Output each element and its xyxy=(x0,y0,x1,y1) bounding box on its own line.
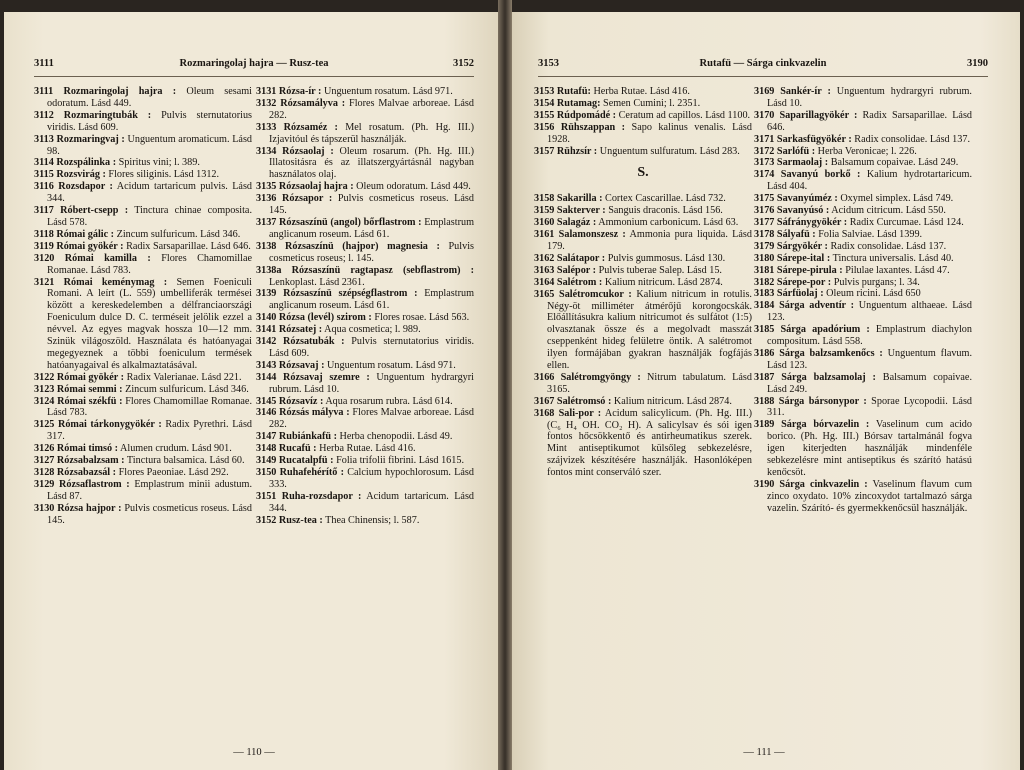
entry-term: 3129 Rózsaflastrom : xyxy=(34,478,130,490)
entry-definition: Pulvis cosmeticus roseus. Lásd 145. xyxy=(47,502,252,526)
entry-definition: Mel rosatum. (Ph. Hg. III.) Izjavitóul és tápszerül használják. xyxy=(269,121,474,145)
entry-term: 3153 Rutafü: xyxy=(534,86,591,97)
header-first-entry: 3153 xyxy=(538,58,559,69)
dictionary-entry xyxy=(34,110,252,134)
entry-definition: Pulvis cosmeticus roseus; l. 145. xyxy=(269,240,474,264)
entry-term: 3136 Rózsapor : xyxy=(256,193,333,205)
dictionary-entry xyxy=(754,205,972,217)
page-number: — 111 — xyxy=(743,747,785,758)
entry-definition: Unguentum hydrargyri rubrum. Lásd 10. xyxy=(767,86,972,109)
entry-definition: Oleum ricini. Lásd 650 xyxy=(823,288,921,300)
dictionary-entry xyxy=(34,86,252,110)
entry-term: 3186 Sárga balzsamkenőcs : xyxy=(754,347,883,359)
entry-definition: Herba Rutae. Lásd 416. xyxy=(316,443,416,455)
dictionary-entry xyxy=(754,419,972,479)
entry-definition: Flores Chamomillae Romanae. Lásd 783. xyxy=(47,252,252,276)
entry-term: 3165 Salétromcukor : xyxy=(534,288,632,300)
entry-definition: Sporae Lycopodii. Lásd 311. xyxy=(767,395,973,419)
dictionary-entry xyxy=(34,157,252,169)
entry-definition: Acidum citricum. Lásd 550. xyxy=(829,205,946,217)
entry-term: 3138 Rózsaszínü (hajpor) magnesia : xyxy=(256,240,440,252)
entry-definition: Vaselinum cum acido borico. (Ph. Hg. III.) Bórsav tartalmánál fogva igen kiterjedten használják mindenféle sebkezelésre mint antiseptikus és szárító hatású kenőcsöt. xyxy=(767,419,972,478)
right-page xyxy=(508,12,1020,770)
dictionary-entry xyxy=(34,443,252,455)
entry-term: 3134 Rózsaolaj : xyxy=(256,145,334,157)
dictionary-entry xyxy=(256,467,474,491)
entry-term: 3162 Salátapor : xyxy=(534,252,606,264)
dictionary-entry xyxy=(256,265,474,289)
entry-term: 3148 Rucafü : xyxy=(256,443,317,455)
entry-definition: Thea Chinensis; l. 587. xyxy=(322,514,420,526)
entry-definition: Semen Foeniculi Romani. A leírt (L. 559) umbelliferák termései között a kereskedelemben a délfranciaországi Foeniculum dulce D. C. terméseit jelölik ezzel a névvel. Az egyes magvak hossza 10—12 mm. Szinük világoszöld. Használata és hatóanyagai megegyeznek a többi foeniculum termések hatóanyagaival és alkalmaztatásával. xyxy=(47,276,252,371)
entry-term: 3174 Savanyú borkő : xyxy=(754,169,861,181)
entry-term: 3141 Rózsatej : xyxy=(256,324,323,336)
header-title: Rozmaringolaj hajra — Rusz-tea xyxy=(179,58,329,69)
entry-term: 3112 Rozmaringtubák : xyxy=(34,109,152,121)
column-right xyxy=(754,86,972,515)
entry-term: 3187 Sárga balzsamolaj : xyxy=(754,371,876,383)
dictionary-entry xyxy=(754,372,972,396)
dictionary-entry xyxy=(754,253,972,265)
dictionary-entry xyxy=(754,217,972,229)
dictionary-entry xyxy=(754,157,972,169)
entry-definition: Pulvis sternutatorius viridis. Lásd 609. xyxy=(269,336,474,359)
entry-definition: Tinctura chinae composita. Lásd 578. xyxy=(47,205,252,228)
entry-term: 3138a Rózsaszínü ragtapasz (sebflastrom) : xyxy=(256,264,474,276)
entry-term: 3150 Ruhafehérítő : xyxy=(256,467,344,478)
dictionary-entry xyxy=(256,241,474,265)
entry-definition: Flores Chamomillae Romanae. Lásd 783. xyxy=(47,395,252,419)
dictionary-entry xyxy=(534,289,752,372)
dictionary-entry xyxy=(754,134,972,146)
entry-definition: Kalium nitricum in rotulis. Négy-öt milliméter átmérőjű korongocskák. Előállításukra kalium nitricumot és sulfátot (1:5) olvasztanak össze és a megolvadt masszát cseppenként hideg felületre öntik. A salétromot ilyen formájában gyakran használják fogfájás ellen. xyxy=(547,288,752,372)
entry-definition: Pulvis cosmeticus roseus. Lásd 145. xyxy=(269,193,474,217)
entry-term: 3121 Római keménymag : xyxy=(34,276,168,288)
dictionary-entry xyxy=(34,372,252,384)
dictionary-entry xyxy=(256,491,474,515)
dictionary-entry xyxy=(34,455,252,467)
entry-definition: Acidum tartaricum. Lásd 344. xyxy=(269,490,475,514)
entry-term: 3117 Róbert-csepp : xyxy=(34,205,129,217)
entry-term: 3185 Sárga apadórium : xyxy=(754,324,870,336)
dictionary-entry xyxy=(754,300,972,324)
entry-definition: Aqua rosarum rubra. Lásd 614. xyxy=(323,395,453,407)
entry-definition: Sapo kalinus venalis. Lásd 1928. xyxy=(547,121,752,145)
dictionary-entry xyxy=(256,98,474,122)
entry-term: 3142 Rózsatubák : xyxy=(256,336,345,348)
entry-term: 3139 Rózsaszínü szépségflastrom : xyxy=(256,288,418,300)
entry-definition: Flores siliginis. Lásd 1312. xyxy=(105,169,220,181)
entry-term: 3169 Sankér-ír : xyxy=(754,86,831,97)
entry-term: 3143 Rózsavaj : xyxy=(256,359,325,371)
entry-term: 3124 Római székfü : xyxy=(34,395,123,407)
dictionary-entry xyxy=(534,205,752,217)
entry-term: 3145 Rózsavíz : xyxy=(256,395,324,407)
dictionary-entry xyxy=(754,146,972,158)
dictionary-entry xyxy=(34,181,252,205)
dictionary-entry xyxy=(256,193,474,217)
dictionary-entry xyxy=(256,217,474,241)
dictionary-entry xyxy=(754,348,972,372)
entry-definition: Pulvis sternutatorius viridis. Lásd 609. xyxy=(47,109,253,133)
entry-definition: Unguentum sulfuratum. Lásd 283. xyxy=(597,145,740,157)
entry-term: 3125 Római tárkonygyökér : xyxy=(34,419,162,431)
dictionary-entry xyxy=(754,277,972,289)
dictionary-entry xyxy=(754,288,972,300)
entry-term: 3113 Rozmaringvaj : xyxy=(34,133,125,145)
dictionary-entry xyxy=(34,253,252,277)
entry-term: 3189 Sárga bórvazelin : xyxy=(754,419,870,431)
dictionary-entry xyxy=(256,431,474,443)
entry-term: 3116 Rozsdapor : xyxy=(34,181,113,193)
entry-term: 3120 Római kamilla : xyxy=(34,252,151,264)
dictionary-entry xyxy=(534,277,752,289)
entry-definition: Radix consolidae. Lásd 137. xyxy=(827,240,947,252)
entry-term: 3178 Sályafü : xyxy=(754,228,816,240)
dictionary-entry xyxy=(34,169,252,181)
entry-definition: Unguentum hydrargyri rubrum. Lásd 10. xyxy=(269,371,475,395)
entry-definition: Aqua cosmetica; l. 989. xyxy=(322,324,421,336)
dictionary-entry xyxy=(754,229,972,241)
entry-definition: Flores Malvae arboreae. Lásd 282. xyxy=(269,97,474,121)
dictionary-entry xyxy=(256,336,474,360)
entry-definition: Folia Salviae. Lásd 1399. xyxy=(815,228,923,240)
dictionary-entry xyxy=(34,479,252,503)
entry-definition: Pulvis gummosus. Lásd 130. xyxy=(605,252,726,264)
entry-definition: Semen Cumini; l. 2351. xyxy=(600,97,701,109)
entry-term: 3151 Ruha-rozsdapor : xyxy=(256,490,362,502)
dictionary-entry xyxy=(534,217,752,229)
entry-term: 3123 Római semmi : xyxy=(34,383,123,395)
entry-term: 3140 Rózsa (levél) szirom : xyxy=(256,312,372,324)
dictionary-entry xyxy=(34,277,252,372)
dictionary-entry xyxy=(534,396,752,408)
section-letter: S. xyxy=(637,165,649,181)
dictionary-entry xyxy=(256,288,474,312)
dictionary-entry xyxy=(256,312,474,324)
entry-definition: Spiritus vini; l. 389. xyxy=(116,157,200,169)
dictionary-entry xyxy=(34,503,252,527)
entry-definition: Kalium nitricum. Lásd 2874. xyxy=(602,276,723,288)
dictionary-entry xyxy=(754,193,972,205)
header-rule xyxy=(34,76,474,77)
entry-term: 3146 Rózsás mályva : xyxy=(256,407,350,419)
dictionary-entry xyxy=(534,193,752,205)
entry-term: 3156 Rühszappan : xyxy=(534,121,626,133)
dictionary-entry xyxy=(256,181,474,193)
page-number: — 110 — xyxy=(233,747,275,758)
entry-definition: Emplastrum minii adustum. Lásd 87. xyxy=(47,478,252,502)
entry-definition: Oleum rosarum. (Ph. Hg. III.) Illatositásra és az illatszergyártásnál nagyban használatos olaj. xyxy=(269,145,474,181)
entry-definition: Radix Pyrethri. Lásd 317. xyxy=(47,419,252,443)
entry-definition: Pilulae laxantes. Lásd 47. xyxy=(842,264,950,276)
entry-definition: Kalium hydrotartaricum. Lásd 404. xyxy=(767,169,972,193)
dictionary-entry xyxy=(256,443,474,455)
entry-term: 3157 Rühzsír : xyxy=(534,145,598,157)
entry-term: 3173 Sarmaolaj : xyxy=(754,157,829,169)
dictionary-entry xyxy=(256,455,474,467)
entry-definition: Kalium nitricum. Lásd 2874. xyxy=(611,395,732,407)
entry-term: 3115 Rozsvirág : xyxy=(34,169,106,181)
dictionary-entry xyxy=(34,241,252,253)
header-last-entry: 3190 xyxy=(967,58,988,69)
entry-definition: Radix consolidae. Lásd 137. xyxy=(851,133,970,145)
entry-term: 3127 Rózsabalzsam : xyxy=(34,455,125,467)
dictionary-entry xyxy=(534,372,752,396)
entry-definition: Oleum odoratum. Lásd 449. xyxy=(353,181,471,193)
entry-term: 3155 Rúdpomádé : xyxy=(534,109,617,121)
book-gutter xyxy=(498,0,512,770)
entry-definition: Nitrum tabulatum. Lásd 3165. xyxy=(547,371,752,395)
entry-definition: Cortex Cascarillae. Lásd 732. xyxy=(602,193,726,205)
header-first-entry: 3111 xyxy=(34,58,54,69)
dictionary-entry xyxy=(34,134,252,158)
entry-definition: Oxymel simplex. Lásd 749. xyxy=(837,193,954,205)
dictionary-entry xyxy=(534,146,752,158)
entry-definition: Calcium hypochlorosum. Lásd 333. xyxy=(269,467,474,490)
entry-term: 3164 Salétrom : xyxy=(534,276,603,288)
entry-term: 3159 Sakterver : xyxy=(534,205,606,217)
dictionary-entry xyxy=(534,98,752,110)
entry-definition: Herba Rutae. Lásd 416. xyxy=(590,86,690,97)
column-left xyxy=(534,86,752,479)
entry-term: 3131 Rózsa-ír : xyxy=(256,86,322,97)
entry-definition: Radix Curcumae. Lásd 124. xyxy=(847,216,964,228)
entry-term: 3122 Római gyökér : xyxy=(34,371,125,383)
dictionary-entry xyxy=(256,122,474,146)
dictionary-entry xyxy=(754,110,972,134)
dictionary-entry xyxy=(754,86,972,110)
entry-term: 3130 Rózsa hajpor : xyxy=(34,502,122,514)
dictionary-entry xyxy=(34,396,252,420)
entry-definition: Alumen crudum. Lásd 901. xyxy=(118,443,232,455)
entry-term: 3188 Sárga bársonypor : xyxy=(754,395,867,407)
entry-term: 3135 Rózsaolaj hajra : xyxy=(256,181,354,193)
entry-term: 3190 Sárga cinkvazelin : xyxy=(754,478,868,490)
dictionary-entry xyxy=(34,229,252,241)
dictionary-entry xyxy=(754,479,972,515)
entry-term: 3126 Római timsó : xyxy=(34,443,119,455)
header-title: Rutafü — Sárga cinkvazelin xyxy=(699,58,827,69)
entry-term: 3114 Rozspálinka : xyxy=(34,157,117,169)
entry-term: 3167 Salétromsó : xyxy=(534,395,612,407)
dictionary-entry xyxy=(754,324,972,348)
entry-term: 3166 Salétromgyöngy : xyxy=(534,371,641,383)
entry-term: 3161 Salamonszesz : xyxy=(534,229,626,241)
entry-term: 3128 Rózsabazsál : xyxy=(34,467,117,478)
entry-term: 3118 Római gálic : xyxy=(34,228,115,240)
entry-term: 3133 Rózsaméz : xyxy=(256,121,338,133)
entry-definition: Zincum sulfuricum. Lásd 346. xyxy=(122,383,249,395)
dictionary-entry xyxy=(256,86,474,98)
entry-definition: Flores Paeoniae. Lásd 292. xyxy=(116,467,229,478)
entry-term: 3132 Rózsamályva : xyxy=(256,97,346,109)
entry-definition: Flores Malvae arboreae. Lásd 282. xyxy=(269,407,474,431)
entry-definition: Herba chenopodii. Lásd 49. xyxy=(336,431,453,443)
left-page xyxy=(4,12,504,770)
dictionary-entry xyxy=(256,324,474,336)
dictionary-entry xyxy=(34,419,252,443)
entry-term: 3181 Sárepe-pirula : xyxy=(754,264,843,276)
entry-definition: Sanguis draconis. Lásd 156. xyxy=(605,205,723,217)
entry-definition: Unguentum aromaticum. Lásd 98. xyxy=(47,133,252,157)
entry-definition: Emplastrum diachylon compositum. Lásd 558. xyxy=(767,324,972,348)
entry-term: 3176 Savanyúsó : xyxy=(754,205,830,217)
entry-term: 3119 Római gyökér : xyxy=(34,240,124,252)
entry-definition: Tinctura universalis. Lásd 40. xyxy=(830,252,954,264)
dictionary-entry xyxy=(256,360,474,372)
dictionary-entry xyxy=(754,169,972,193)
entry-definition: Unguentum rosatum. Lásd 971. xyxy=(324,359,456,371)
entry-definition: Herba Veronicae; l. 226. xyxy=(815,145,917,157)
entry-term: 3158 Sakarilla : xyxy=(534,193,603,205)
dictionary-entry xyxy=(534,229,752,253)
dictionary-entry xyxy=(754,241,972,253)
entry-term: 3160 Salagáz : xyxy=(534,217,597,229)
entry-definition: Balsamum copaivae. Lásd 249. xyxy=(767,371,972,395)
entry-definition: Folia trifolii fibrini. Lásd 1615. xyxy=(333,455,464,467)
dictionary-entry xyxy=(256,372,474,396)
entry-term: 3180 Sárepe-ital : xyxy=(754,252,831,264)
entry-term: 3177 Sáfránygyökér : xyxy=(754,216,848,228)
entry-term: 3152 Rusz-tea : xyxy=(256,514,323,526)
entry-definition: Unguentum althaeae. Lásd 123. xyxy=(767,300,972,324)
entry-definition: Oleum sesami odoratum. Lásd 449. xyxy=(47,86,252,109)
entry-definition: Unguentum rosatum. Lásd 971. xyxy=(321,86,453,97)
entry-definition: Pulvis purgans; l. 34. xyxy=(831,276,920,288)
dictionary-entry xyxy=(256,407,474,431)
entry-term: 3149 Rucatalpfü : xyxy=(256,455,334,467)
column-right xyxy=(256,86,474,527)
entry-definition: Unguentum flavum. Lásd 123. xyxy=(767,347,972,371)
dictionary-entry xyxy=(534,253,752,265)
dictionary-entry xyxy=(534,110,752,122)
entry-term: 3137 Rózsaszínü (angol) bőrflastrom : xyxy=(256,216,422,228)
entry-term: 3179 Sárgyökér : xyxy=(754,240,828,252)
entry-term: 3184 Sárga adventír : xyxy=(754,300,855,312)
entry-term: 3154 Rutamag: xyxy=(534,97,601,109)
dictionary-entry xyxy=(754,265,972,277)
entry-definition: Acidum tartaricum pulvis. Lásd 344. xyxy=(47,181,252,205)
entry-term: 3183 Sárfüolaj : xyxy=(754,288,824,300)
header-rule xyxy=(538,76,988,77)
entry-definition: Ceratum ad capillos. Lásd 1100. xyxy=(616,109,751,121)
entry-definition: Ammonium carbonicum. Lásd 63. xyxy=(596,217,739,229)
entry-definition: Ammonia pura liquida. Lásd 179. xyxy=(547,229,752,252)
header-last-entry: 3152 xyxy=(453,58,474,69)
entry-definition: Radix Sarsaparillae. Lásd 646. xyxy=(123,240,251,252)
dictionary-entry xyxy=(256,515,474,527)
dictionary-entry xyxy=(534,86,752,98)
dictionary-entry xyxy=(754,396,972,420)
entry-term: 3172 Sarlófü : xyxy=(754,145,816,157)
column-left xyxy=(34,86,252,527)
entry-definition: Tinctura balsamica. Lásd 60. xyxy=(124,455,245,467)
entry-term: 3182 Sárepe-por : xyxy=(754,276,832,288)
entry-term: 3144 Rózsavaj szemre : xyxy=(256,371,370,383)
entry-term: 3163 Salépor : xyxy=(534,264,597,276)
entry-definition: Radix Sarsaparillae. Lásd 646. xyxy=(767,109,972,133)
dictionary-entry xyxy=(34,205,252,229)
entry-term: 3111 Rozmaringolaj hajra : xyxy=(34,86,177,97)
entry-definition: Emplastrum anglicanum roseum. Lásd 61. xyxy=(269,288,474,312)
entry-definition: Lenkoplast. Lásd 2361. xyxy=(269,276,365,288)
entry-term: 3168 Sali-por : xyxy=(534,407,602,419)
entry-definition: Acidum salicylicum. (Ph. Hg. III.) (C₆ H₄ OH. CO₂ H). A salicylsav és sói igen fontos hőcsökkentő és antirheumatikus szerek. Mint antiseptikumot külsőleg sebkezelésre, szájvizek készítésére használják. Hasonlóképen fontos mint conserváló szer. xyxy=(547,407,752,479)
entry-definition: Radix Valerianae. Lásd 221. xyxy=(124,371,242,383)
dictionary-entry xyxy=(34,467,252,479)
entry-term: 3175 Savanyúméz : xyxy=(754,193,838,205)
dictionary-entry xyxy=(256,146,474,182)
entry-definition: Flores rosae. Lásd 563. xyxy=(371,312,470,324)
dictionary-entry xyxy=(534,408,752,479)
dictionary-entry xyxy=(534,122,752,146)
entry-term: 3147 Rubiánkafü : xyxy=(256,431,337,443)
entry-term: 3171 Sarkasfügyökér : xyxy=(754,133,852,145)
dictionary-entry xyxy=(34,384,252,396)
entry-definition: Balsamum copaivae. Lásd 249. xyxy=(828,157,959,169)
entry-definition: Vaselinum flavum cum zinco oxydato. 10% zincoxydot tartalmazó sárga vazelin. Szárító- és gyermekkenőcsül használják. xyxy=(767,478,973,514)
entry-term: 3170 Saparillagyökér : xyxy=(754,109,858,121)
dictionary-entry xyxy=(256,396,474,408)
dictionary-entry xyxy=(534,265,752,277)
entry-definition: Emplastrum anglicanum roseum. Lásd 61. xyxy=(269,216,474,240)
entry-definition: Zincum sulfuricum. Lásd 346. xyxy=(114,228,241,240)
entry-definition: Pulvis tuberae Salep. Lásd 15. xyxy=(596,264,722,276)
